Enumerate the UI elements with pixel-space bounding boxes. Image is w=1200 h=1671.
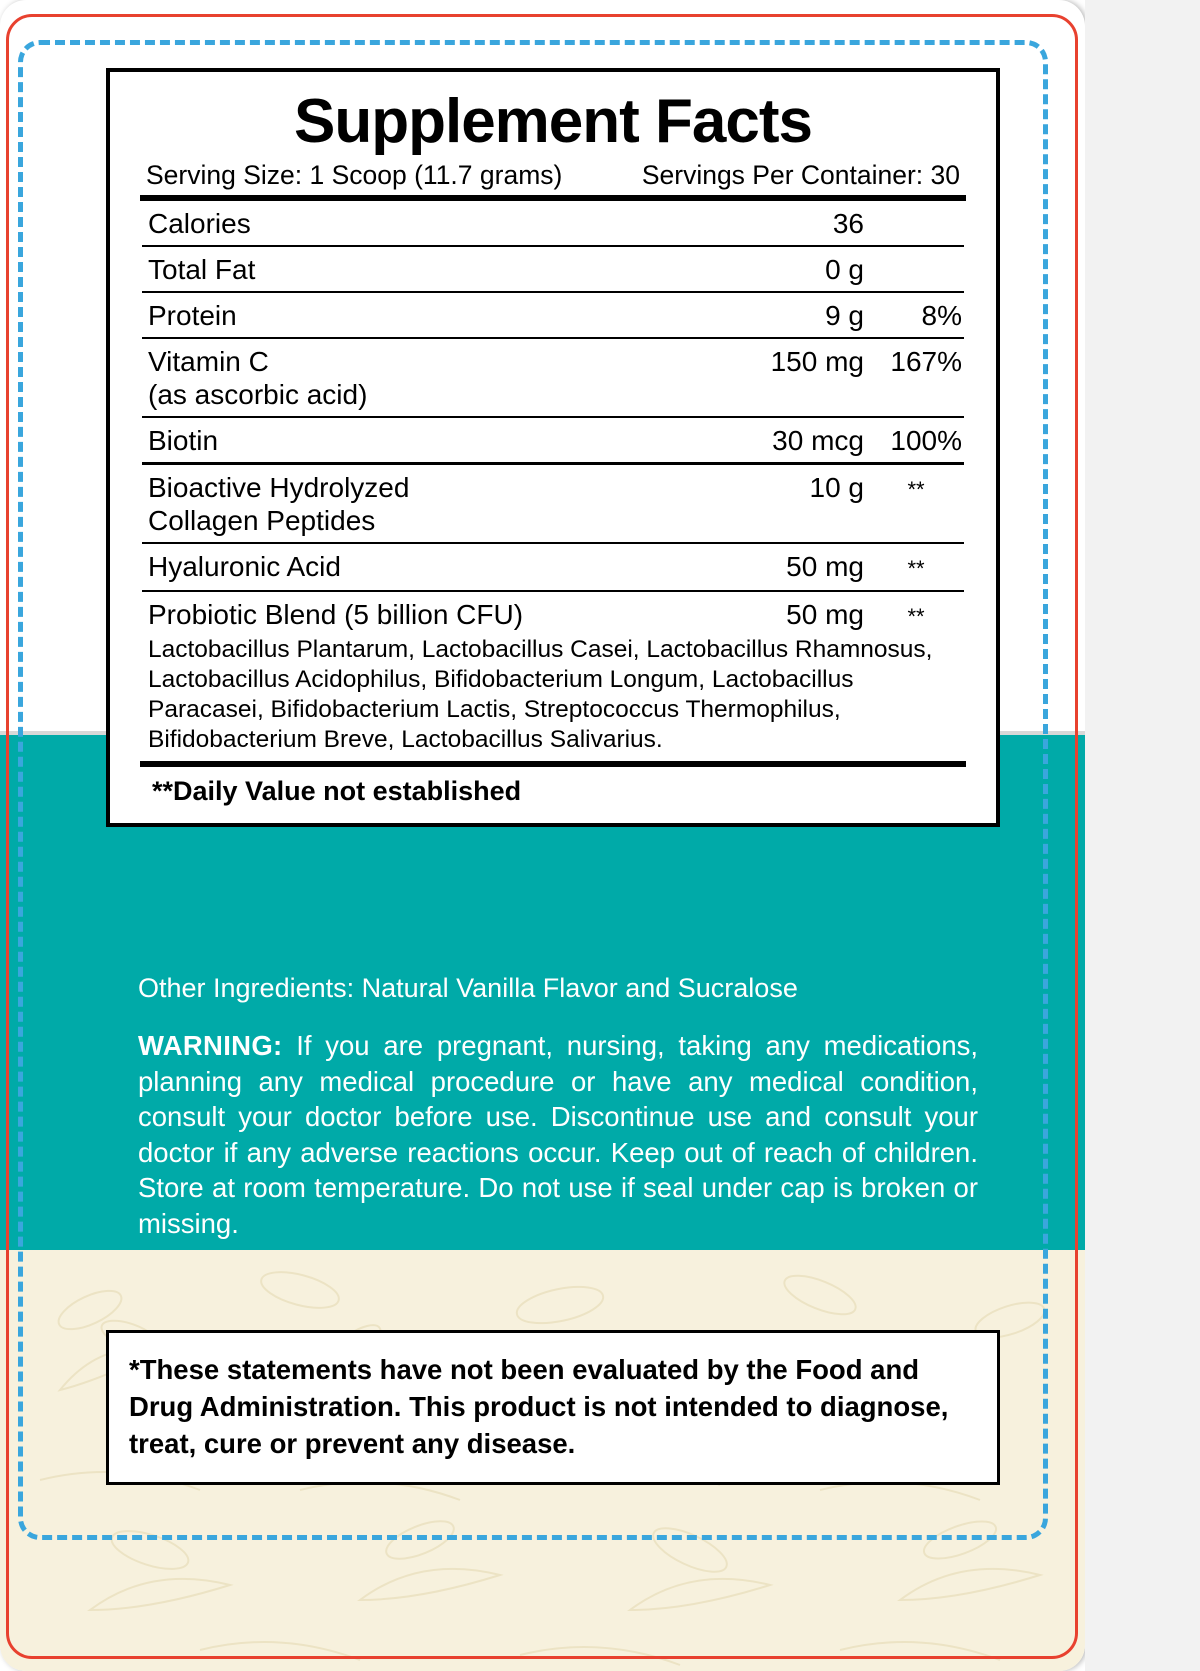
nutrient-daily-value: 100%: [890, 425, 962, 456]
other-ingredients-text: Other Ingredients: Natural Vanilla Flavor and Sucralose: [138, 973, 798, 1003]
nutrient-amount: 50 mg: [786, 599, 864, 630]
probiotic-strain-list: Lactobacillus Plantarum, Lactobacillus Casei, Lactobacillus Rhamnosus, Lactobacillus Acidophilus, Bifidobacterium Longum, Lactobacillus Paracasei, Bifidobacterium Lactis, Streptococcus Thermophilus, Bifidobacterium Breve, Lactobacillus Salivarius.: [148, 636, 933, 753]
nutrient-daily-value: **: [907, 556, 925, 581]
nutrient-daily-value: 167%: [890, 346, 962, 377]
supplement-facts-panel: [106, 68, 1000, 827]
nutrient-row-hyaluronic-acid: [138, 544, 968, 590]
nutrient-row-biotin: [138, 418, 968, 462]
nutrient-name-sub: (as ascorbic acid): [148, 379, 368, 410]
nutrient-name: Calories: [148, 208, 251, 239]
serving-size-label: Serving Size: 1 Scoop (11.7 grams): [146, 160, 563, 190]
fda-disclaimer-box: [106, 1330, 1000, 1485]
supplement-facts-title: Supplement Facts: [294, 87, 812, 156]
nutrient-name: Protein: [148, 300, 237, 331]
nutrient-name-main: Vitamin C: [148, 346, 269, 377]
nutrient-daily-value: 8%: [921, 300, 962, 331]
nutrient-row-calories: [138, 201, 968, 245]
nutrient-row-collagen-peptides: [138, 465, 968, 542]
nutrient-amount: 150 mg: [770, 346, 864, 377]
nutrient-amount: 10 g: [809, 472, 864, 503]
nutrient-row-protein: [138, 293, 968, 337]
artwork-background-gutter: [1085, 0, 1200, 1671]
nutrient-name: [144, 471, 714, 537]
nutrient-name: Total Fat: [148, 254, 256, 285]
nutrient-row-probiotic-blend: [138, 592, 968, 633]
nutrient-name: Biotin: [148, 425, 219, 456]
warning-text-block: [138, 1028, 978, 1241]
nutrient-amount: 50 mg: [786, 551, 864, 582]
nutrient-row-total-fat: [138, 247, 968, 291]
serving-info-row: [138, 158, 968, 195]
nutrient-name: [144, 345, 714, 411]
daily-value-footnote: **Daily Value not established: [152, 776, 522, 806]
servings-per-container-label: Servings Per Container: 30: [641, 160, 960, 190]
nutrient-name: Hyaluronic Acid: [148, 551, 341, 582]
nutrient-name-main: Bioactive Hydrolyzed: [148, 472, 410, 503]
nutrient-amount: 0 g: [825, 254, 864, 285]
nutrient-daily-value: **: [907, 477, 925, 502]
nutrient-name-sub: Collagen Peptides: [148, 505, 376, 536]
nutrient-row-vitamin-c: [138, 339, 968, 416]
nutrient-amount: 36: [832, 208, 864, 239]
nutrient-name: Probiotic Blend (5 billion CFU): [148, 599, 524, 630]
nutrient-amount: 9 g: [825, 300, 864, 331]
warning-body: If you are pregnant, nursing, taking any medications, planning any medical procedure or have any medical condition, consult your doctor before use. Discontinue use and consult your doctor if any adverse reactions occur. Keep out of reach of children. Store at room temperature. Do not use if seal under cap is broken or missing.: [138, 1030, 978, 1239]
nutrient-daily-value: **: [907, 604, 925, 629]
warning-label: WARNING:: [138, 1030, 283, 1061]
fda-disclaimer-text: *These statements have not been evaluated by the Food and Drug Administration. This product is not intended to diagnose, treat, cure or prevent any disease.: [129, 1354, 949, 1459]
nutrient-amount: 30 mcg: [772, 425, 864, 456]
